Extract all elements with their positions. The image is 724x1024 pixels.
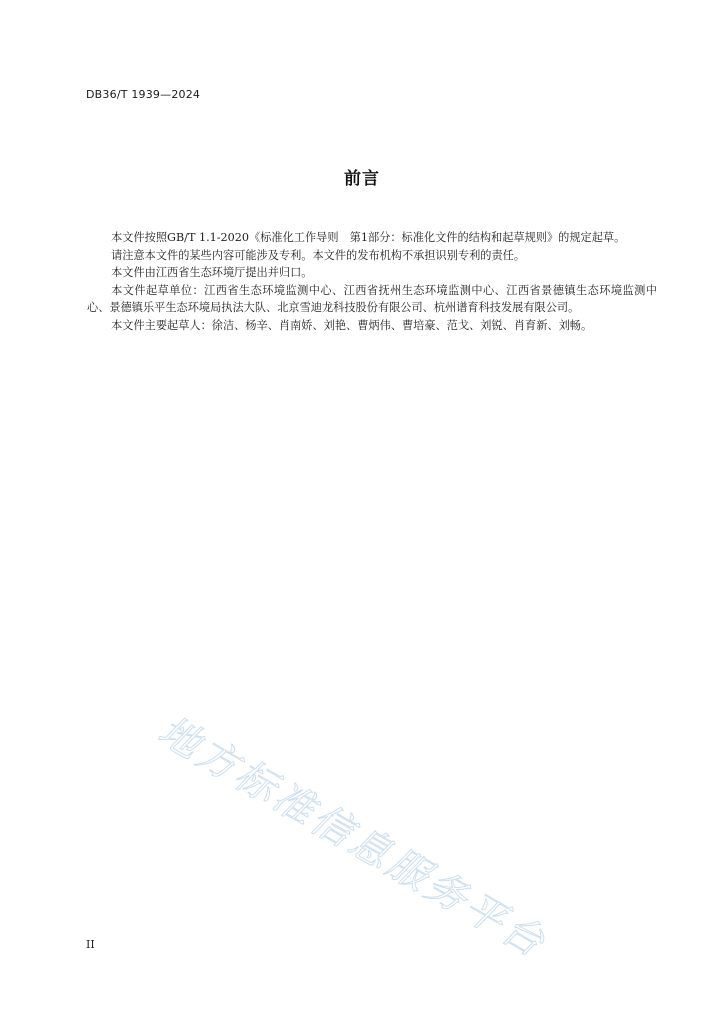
paragraph-patent-notice: 请注意本文件的某些内容可能涉及专利。本文件的发布机构不承担识别专利的责任。	[111, 248, 526, 262]
paragraph-drafting-units: 本文件起草单位：江西省生态环境监测中心、江西省抚州生态环境监测中心、江西省景德镇生态环境监测中心、景德镇乐平生态环境局执法大队、北京雪迪龙科技股份有限公司、杭州谱育科技发展有限公司。	[87, 283, 657, 314]
foreword-body	[87, 229, 657, 334]
watermark-text: 地方标准信息服务平台	[150, 707, 555, 968]
page-title: 前言	[344, 169, 380, 189]
page-number: II	[86, 938, 95, 951]
document-code: DB36/T 1939—2024	[86, 88, 201, 101]
paragraph-drafting-rules: 本文件按照GB/T 1.1-2020《标准化工作导则 第1部分：标准化文件的结构和起草规则》的规定起草。	[111, 231, 626, 244]
paragraph-proposer: 本文件由江西省生态环境厅提出并归口。	[111, 266, 313, 279]
paragraph-drafters: 本文件主要起草人：徐洁、杨辛、肖南娇、刘艳、曹炳伟、曹培豪、范戈、刘锐、肖育新、刘畅。	[111, 318, 593, 332]
